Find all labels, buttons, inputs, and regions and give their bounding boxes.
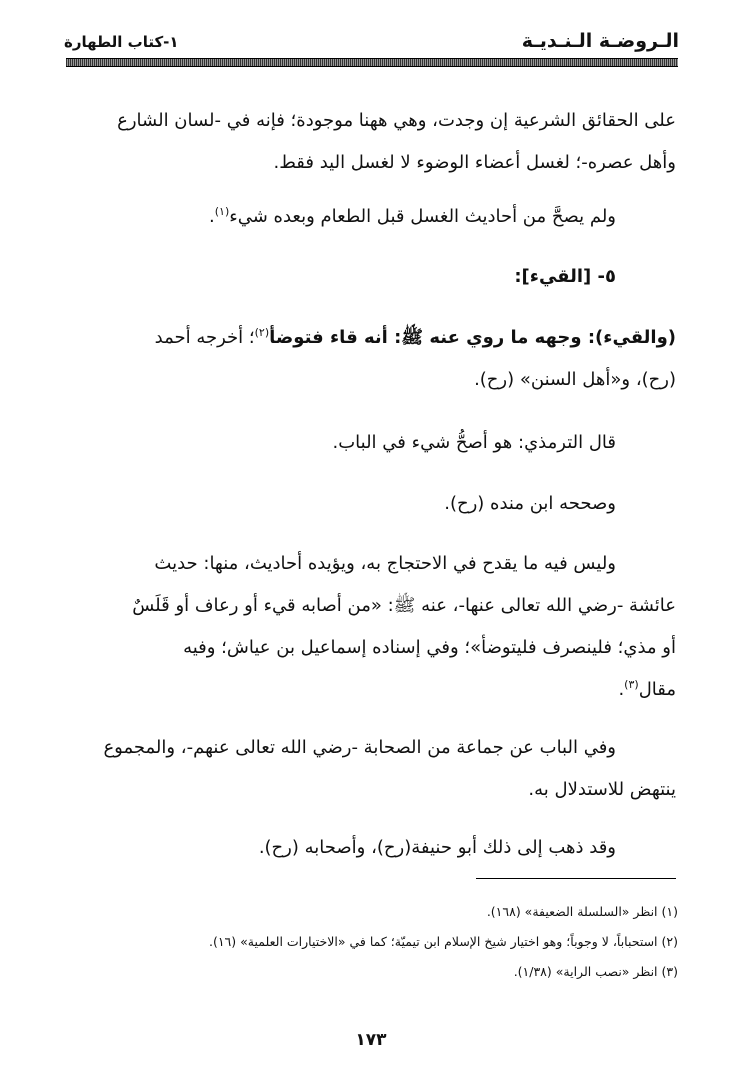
text-line: على الحقائق الشرعية إن وجدت، وهي ههنا موجودة؛ فإنه في -لسان الشارع [117,110,676,131]
text-line: قال الترمذي: هو أصحُّ شيء في الباب. [332,432,616,453]
footnote-ref[interactable]: (٢) [254,326,270,339]
text-punct: . [618,679,625,700]
footnote-2: (٢) استحباباً، لا وجوباً؛ وهو اختيار شيخ الإسلام ابن تيميّة؛ كما في «الاختيارات العلمية» (١٦). [208,934,678,949]
text-line: (والقيء): وجهه ما روي عنه ﷺ: أنه قاء فتوضأ [269,327,676,348]
paragraph-6 [68,543,676,711]
paragraph-3 [68,317,676,401]
text-line: عائشة -رضي الله تعالى عنها-، عنه ﷺ: «من أصابه قيء أو رعاف أو قَلَسٌ [132,595,676,616]
running-header [64,30,679,56]
text-line: ؛ أخرجه أحمد [154,327,255,348]
paragraph-8 [68,827,676,869]
footnote-3: (٣) انظر «نصب الراية» (١/٣٨). [513,964,678,979]
text-line: ولم يصحَّ من أحاديث الغسل قبل الطعام وبعده شيء [229,206,616,227]
paragraph-7 [68,727,676,811]
footnote-1: (١) انظر «السلسلة الضعيفة» (١٦٨). [486,904,678,919]
paragraph-5 [68,483,676,525]
text-line: ينتهض للاستدلال به. [528,779,676,800]
footnote-ref[interactable]: (١) [214,205,230,218]
heading-text: ٥- [القيء]: [514,266,616,287]
text-line: وليس فيه ما يقدح في الاحتجاج به، ويؤيده أحاديث، منها: حديث [154,553,616,574]
text-line: وأهل عصره-؛ لغسل أعضاء الوضوء لا لغسل اليد فقط. [273,152,676,173]
text-punct: . [209,206,215,227]
text-line: وفي الباب عن جماعة من الصحابة -رضي الله تعالى عنهم-، والمجموع [103,737,616,758]
text-line: (رح)، و«أهل السنن» (رح). [474,369,676,390]
text-line: مقال [638,679,676,700]
section-title: ١-كتاب الطهارة [64,33,179,51]
paragraph-2 [68,196,676,238]
text-line: أو مذي؛ فلينصرف فليتوضأ»؛ وفي إسناده إسماعيل بن عياش؛ وفيه [183,637,676,658]
text-line: وقد ذهب إلى ذلك أبو حنيفة(رح)، وأصحابه (رح). [258,837,616,858]
page-number: ١٧٣ [355,1030,387,1050]
footnote-rule [476,878,676,879]
paragraph-4 [68,422,676,464]
section-heading [68,256,676,298]
paragraph-1 [68,100,676,184]
footnote-ref[interactable]: (٣) [624,678,639,691]
book-title: الـروضـة الـنـديـة [521,30,679,52]
header-rule [66,58,678,67]
text-line: وصححه ابن منده (رح). [444,493,616,514]
